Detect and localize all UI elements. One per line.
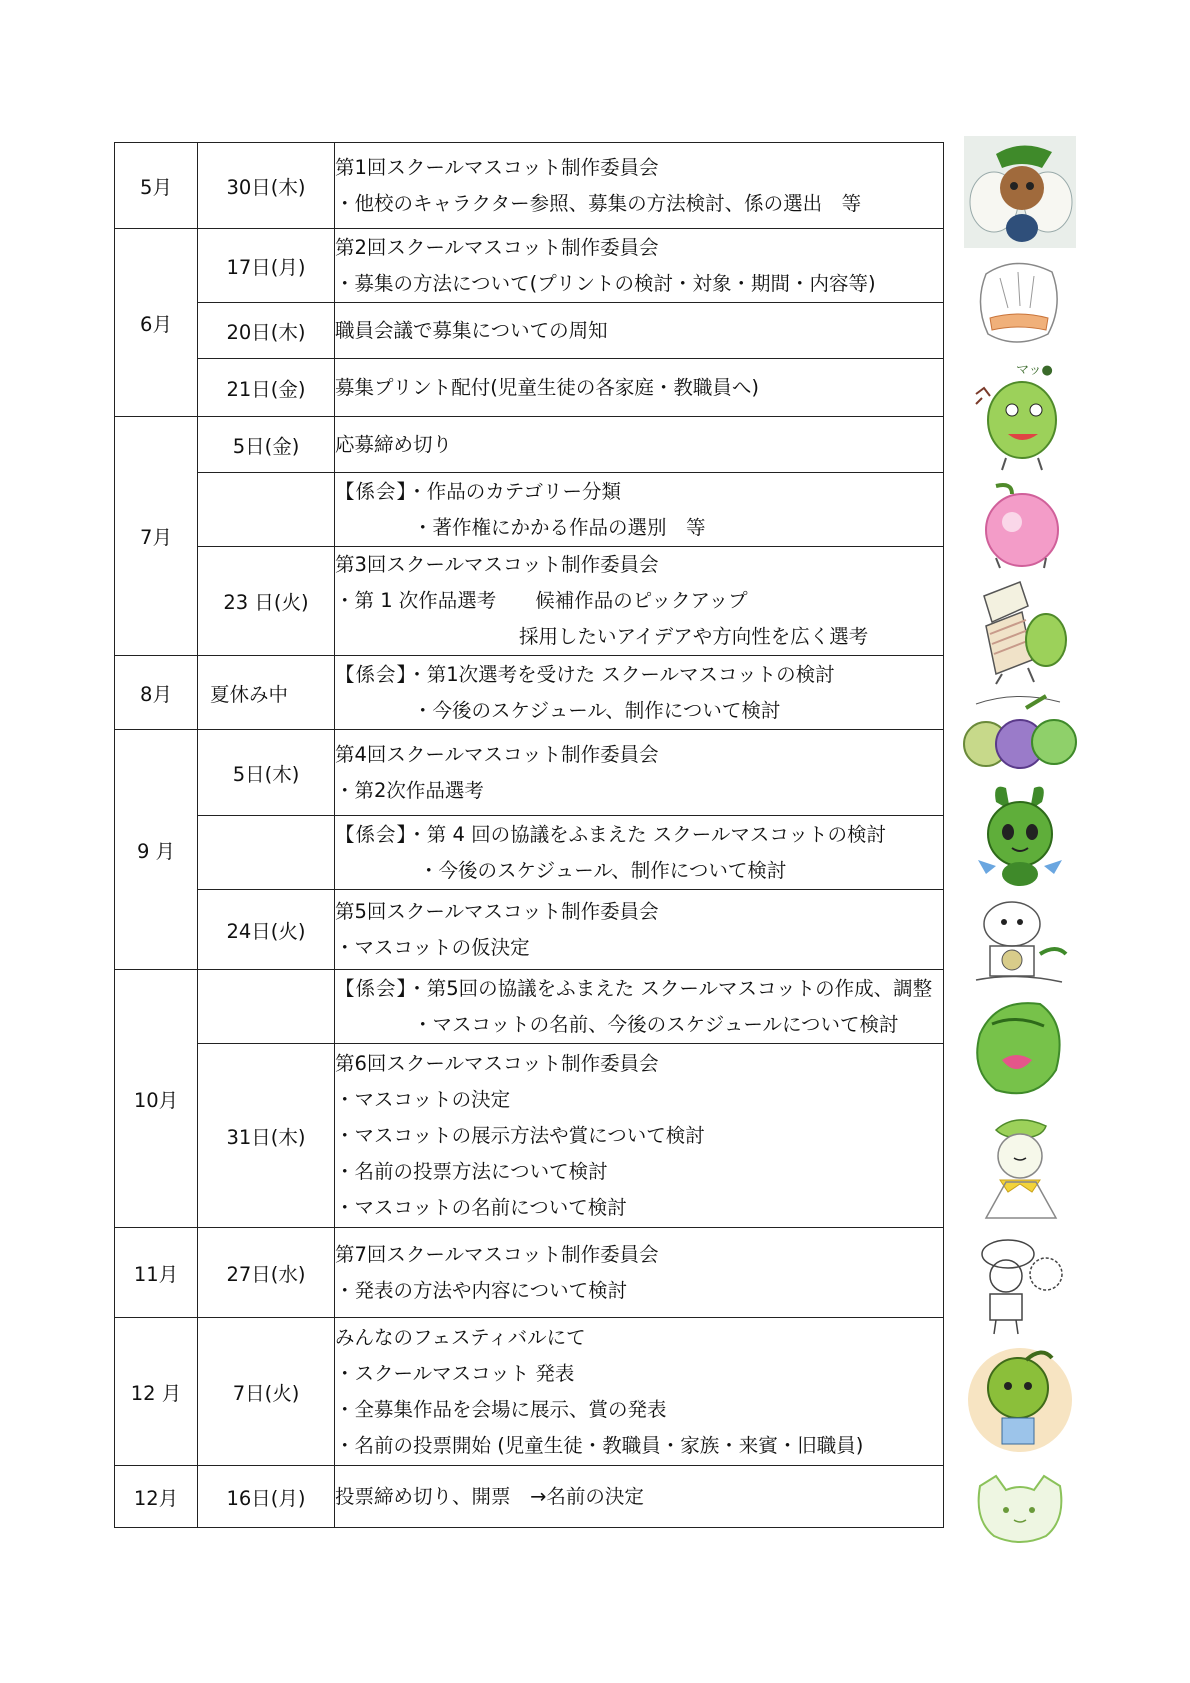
table-row (115, 656, 944, 730)
month-cell: 8月 (115, 656, 198, 730)
schedule-table (114, 142, 944, 1528)
date-cell: 7日(火) (198, 1318, 335, 1466)
content-line: 第5回スクールマスコット制作委員会 (335, 899, 659, 923)
content-line: 第1回スクールマスコット制作委員会 (335, 155, 659, 179)
content-cell (335, 1466, 944, 1528)
content-line: 募集プリント配付(児童生徒の各家庭・教職員へ) (335, 375, 759, 399)
table-row (115, 1466, 944, 1528)
mascot-drawing (956, 354, 1082, 474)
svg-text:マッ●: マッ● (1016, 363, 1053, 378)
mascot-drawing (956, 1108, 1082, 1228)
content-cell (335, 229, 944, 303)
content-cell (335, 417, 944, 473)
content-line: ・今後のスケジュール、制作について検討 (419, 858, 787, 882)
content-line: ・名前の投票方法について検討 (335, 1159, 608, 1183)
date-cell: 16日(月) (198, 1466, 335, 1528)
month-cell: 12月 (115, 1466, 198, 1528)
content-cell (335, 730, 944, 816)
content-line: ・マスコットの名前、今後のスケジュールについて検討 (413, 1012, 899, 1036)
content-cell (335, 1318, 944, 1466)
content-line: ・他校のキャラクター参照、募集の方法検討、係の選出 等 (335, 191, 862, 215)
month-cell: 9 月 (115, 730, 198, 970)
content-cell (335, 143, 944, 229)
content-line: ・名前の投票開始 (児童生徒・教職員・家族・来賓・旧職員) (335, 1433, 864, 1457)
content-line: 第2回スクールマスコット制作委員会 (335, 235, 659, 259)
content-cell (335, 970, 944, 1044)
date-cell (198, 970, 335, 1044)
date-cell: 24日(火) (198, 890, 335, 970)
date-cell (198, 816, 335, 890)
content-line: 第4回スクールマスコット制作委員会 (335, 742, 659, 766)
content-line: 投票締め切り、開票 →名前の決定 (335, 1484, 644, 1508)
content-line: ・募集の方法について(プリントの検討・対象・期間・内容等) (335, 271, 876, 295)
content-cell (335, 816, 944, 890)
month-cell: 11月 (115, 1228, 198, 1318)
month-cell: 12 月 (115, 1318, 198, 1466)
content-line: ・全募集作品を会場に展示、賞の発表 (335, 1397, 667, 1421)
mascot-drawing (956, 1460, 1082, 1550)
mascot-drawing (956, 1340, 1082, 1458)
content-line: 第3回スクールマスコット制作委員会 (335, 553, 659, 576)
content-line: ・著作権にかかる作品の選別 等 (413, 515, 706, 539)
mascot-drawing (956, 576, 1082, 686)
content-cell (335, 303, 944, 359)
content-line: 【係会】・第 4 回の協議をふまえた スクールマスコットの検討 (335, 822, 886, 846)
mascot-drawing (956, 478, 1082, 574)
mascot-drawing (956, 994, 1082, 1106)
content-cell (335, 656, 944, 730)
table-row (115, 1318, 944, 1466)
content-cell (335, 359, 944, 417)
table-row (115, 473, 944, 547)
content-line: みんなのフェスティバルにて (335, 1325, 586, 1349)
table-row (115, 816, 944, 890)
month-cell: 6月 (115, 229, 198, 417)
content-line: ・第 1 次作品選考 候補作品のピックアップ (335, 589, 748, 612)
content-line: 応募締め切り (335, 432, 453, 456)
content-line: ・スクールマスコット 発表 (335, 1361, 575, 1385)
committee-tag: 【係会】 (335, 662, 408, 686)
mascot-drawing (956, 1230, 1082, 1338)
committee-tag: 【係会】 (335, 976, 408, 1000)
date-cell: 21日(金) (198, 359, 335, 417)
date-cell: 31日(木) (198, 1044, 335, 1228)
content-line: 職員会議で募集についての周知 (335, 318, 608, 342)
mascot-drawing (956, 254, 1082, 352)
content-cell (335, 1044, 944, 1228)
content-line: 第6回スクールマスコット制作委員会 (335, 1051, 659, 1075)
table-row (115, 417, 944, 473)
date-cell: 23 日(火) (198, 547, 335, 656)
table-row (115, 547, 944, 656)
committee-tag: 【係会】 (335, 822, 408, 846)
month-cell: 10月 (115, 970, 198, 1228)
content-cell (335, 547, 944, 656)
content-line: ・マスコットの名前について検討 (335, 1195, 627, 1219)
content-cell (335, 1228, 944, 1318)
content-line: 採用したいアイデアや方向性を広く選考 (519, 625, 869, 648)
mascot-drawing (956, 688, 1082, 780)
date-cell: 5日(金) (198, 417, 335, 473)
content-line: 【係会】・第1次選考を受けた スクールマスコットの検討 (335, 662, 835, 686)
content-cell (335, 890, 944, 970)
content-line: ・マスコットの仮決定 (335, 935, 530, 959)
mascot-illustrations (956, 132, 1082, 1562)
date-cell: 夏休み中 (198, 656, 335, 730)
table-row (115, 229, 944, 303)
table-row (115, 303, 944, 359)
table-row (115, 730, 944, 816)
content-cell (335, 473, 944, 547)
month-cell: 7月 (115, 417, 198, 656)
content-line: ・マスコットの展示方法や賞について検討 (335, 1123, 705, 1147)
content-line: 第7回スクールマスコット制作委員会 (335, 1242, 659, 1266)
mascot-drawing (956, 896, 1082, 992)
content-line: 【係会】・作品のカテゴリー分類 (335, 479, 621, 503)
content-line: ・発表の方法や内容について検討 (335, 1278, 628, 1302)
date-cell: 5日(木) (198, 730, 335, 816)
table-row (115, 890, 944, 970)
mascot-drawing (956, 782, 1082, 892)
table-row (115, 970, 944, 1044)
month-cell: 5月 (115, 143, 198, 229)
date-cell: 27日(水) (198, 1228, 335, 1318)
table-row (115, 1228, 944, 1318)
date-cell: 30日(木) (198, 143, 335, 229)
content-line: ・マスコットの決定 (335, 1087, 511, 1111)
content-line: ・今後のスケジュール、制作について検討 (413, 698, 781, 722)
table-row (115, 1044, 944, 1228)
table-row (115, 143, 944, 229)
content-line: 【係会】・第5回の協議をふまえた スクールマスコットの作成、調整 (335, 976, 933, 1000)
content-line: ・第2次作品選考 (335, 778, 484, 802)
committee-tag: 【係会】 (335, 479, 408, 503)
mascot-drawing (956, 132, 1082, 252)
date-cell (198, 473, 335, 547)
date-cell: 17日(月) (198, 229, 335, 303)
date-cell: 20日(木) (198, 303, 335, 359)
table-row (115, 359, 944, 417)
